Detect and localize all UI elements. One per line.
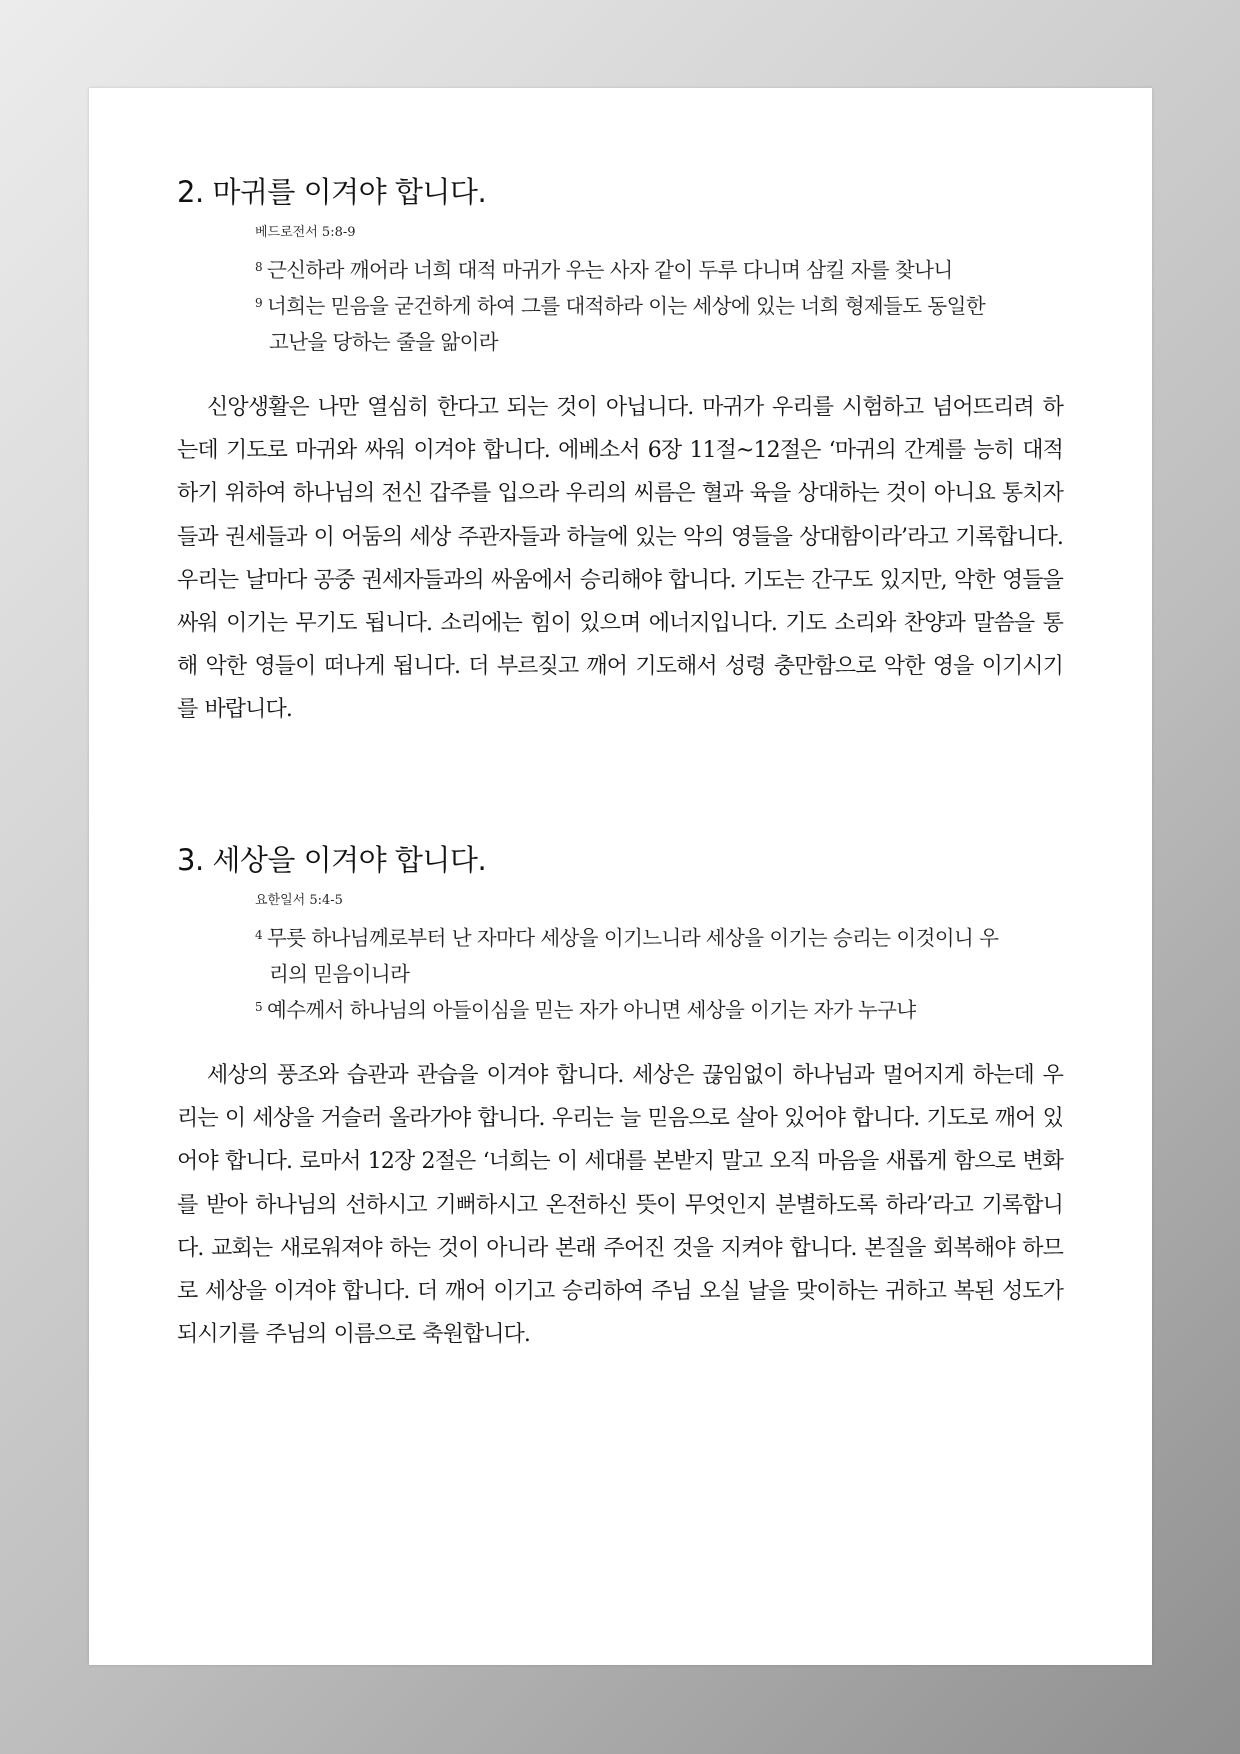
body-paragraph: 신앙생활은 나만 열심히 한다고 되는 것이 아닙니다. 마귀가 우리를 시험하고 넘어뜨리려 하는데 기도로 마귀와 싸워 이겨야 합니다. 에베소서 6장 11절~12절은 ‘마귀의 간계를 능히 대적하기 위하여 하나님의 전신 갑주를 입으라 우리의 씨름은 혈과 육을 상대하는 것이 아니요 통치자들과 권세들과 이 어둠의 세상 주관자들과 하늘에 있는 악의 영들을 상대함이라’라고 기록합니다. 우리는 날마다 공중 권세자들과의 싸움에서 승리해야 합니다. 기도는 간구도 있지만, 악한 영들을 싸워 이기는 무기도 됩니다. 소리에는 힘이 있으며 에너지입니다. 기도 소리와 찬양과 말씀을 통해 악한 영들이 떠나게 됩니다. 더 부르짖고 깨어 기도해서 성령 충만함으로 악한 영을 이기시기를 바랍니다.	[177, 395, 1063, 723]
document-page	[89, 88, 1152, 1665]
scripture-block	[255, 892, 1000, 1028]
section-heading: 2. 마귀를 이겨야 합니다.	[177, 175, 487, 209]
scripture-block	[255, 224, 1000, 360]
section-heading: 3. 세상을 이겨야 합니다.	[177, 843, 487, 877]
scripture-reference: 요한일서 5:4-5	[255, 893, 343, 908]
scripture-reference: 베드로전서 5:8-9	[255, 225, 356, 240]
verse	[255, 992, 1000, 1028]
verse-text: 무릇 하나님께로부터 난 자마다 세상을 이기느니라 세상을 이기는 승리는 이것이니 우리의 믿음이니라	[267, 926, 999, 986]
section-overcome-devil	[177, 172, 1063, 754]
verse-number: 9	[255, 296, 263, 310]
verse-number: 5	[255, 1000, 263, 1014]
verse	[255, 920, 1000, 992]
verse-list	[255, 920, 1000, 1028]
verse	[255, 288, 1000, 360]
section-overcome-world	[177, 840, 1063, 1378]
verse	[255, 252, 1000, 288]
verse-number: 4	[255, 928, 263, 942]
verse-text: 근신하라 깨어라 너희 대적 마귀가 우는 사자 같이 두루 다니며 삼킬 자를 찾나니	[267, 258, 953, 282]
verse-number: 8	[255, 260, 263, 274]
verse-text: 예수께서 하나님의 아들이심을 믿는 자가 아니면 세상을 이기는 자가 누구냐	[267, 998, 916, 1022]
verse-text: 너희는 믿음을 굳건하게 하여 그를 대적하라 이는 세상에 있는 너희 형제들도 동일한 고난을 당하는 줄을 앎이라	[267, 294, 986, 354]
body-paragraph: 세상의 풍조와 습관과 관습을 이겨야 합니다. 세상은 끊임없이 하나님과 멀어지게 하는데 우리는 이 세상을 거슬러 올라가야 합니다. 우리는 늘 믿음으로 살아 있어야 합니다. 기도로 깨어 있어야 합니다. 로마서 12장 2절은 ‘너희는 이 세대를 본받지 말고 오직 마음을 새롭게 함으로 변화를 받아 하나님의 선하시고 기뻐하시고 온전하신 뜻이 무엇인지 분별하도록 하라’라고 기록합니다. 교회는 새로워져야 하는 것이 아니라 본래 주어진 것을 지켜야 합니다. 본질을 회복해야 하므로 세상을 이겨야 합니다. 더 깨어 이기고 승리하여 주님 오실 날을 맞이하는 귀하고 복된 성도가 되시기를 주님의 이름으로 축원합니다.	[177, 1063, 1063, 1348]
verse-list	[255, 252, 1000, 360]
